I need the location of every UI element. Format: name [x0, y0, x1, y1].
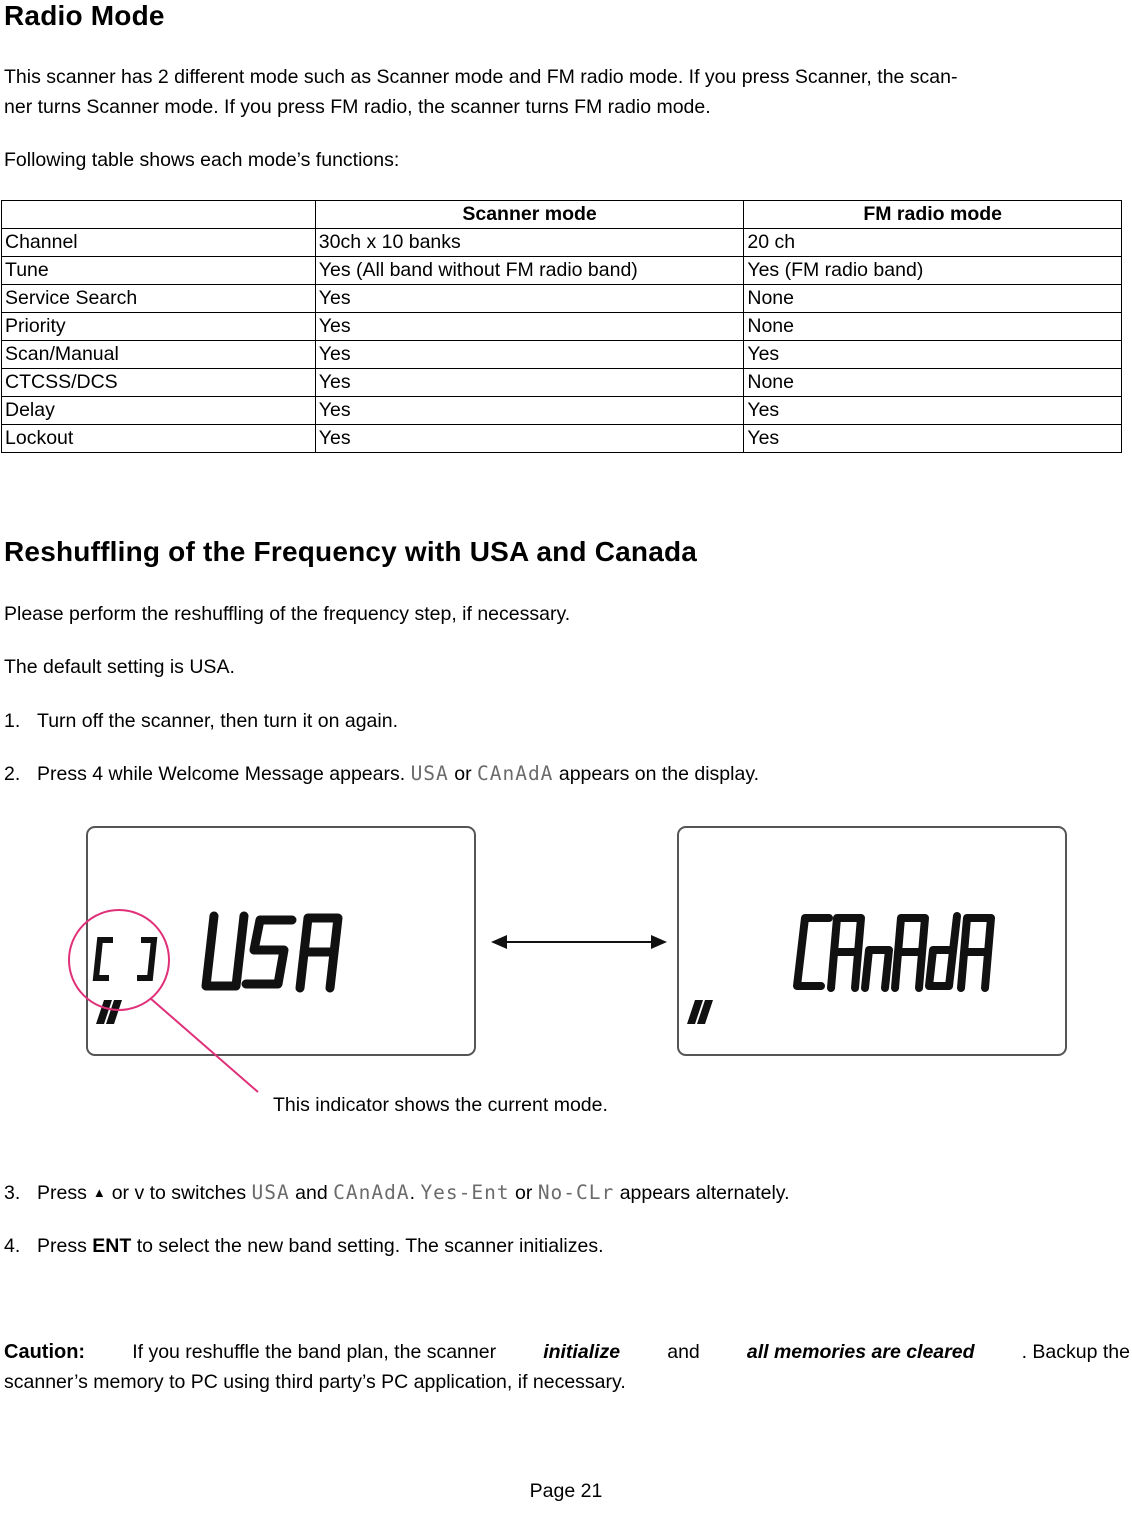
caution-emphasis: all memories are cleared [746, 1341, 975, 1363]
table-row [2, 425, 1122, 453]
table-cell: Yes (FM radio band) [744, 257, 1122, 285]
table-header-cell: Scanner mode [315, 201, 744, 229]
step-4 [4, 1231, 604, 1261]
lcd-text-usa: USA [410, 762, 449, 785]
indicator-caption: This indicator shows the current mode. [273, 1094, 608, 1116]
page-number: Page 21 [529, 1480, 603, 1502]
section-title-reshuffling: Reshuffling of the Frequency with USA and Canada [4, 536, 698, 567]
table-row [2, 229, 1122, 257]
step-2 [4, 759, 759, 789]
table-cell: Delay [2, 397, 316, 425]
table-cell: Yes [744, 341, 1122, 369]
table-cell: Yes [315, 397, 744, 425]
lcd-text-canada: CAnAdA [476, 762, 554, 785]
caution-text: . Backup the [1021, 1341, 1130, 1363]
table-cell: Yes [315, 313, 744, 341]
step-text: Turn off the scanner, then turn it on again. [37, 710, 398, 732]
table-row [2, 369, 1122, 397]
table-cell: None [744, 369, 1122, 397]
step-number: 3. [4, 1182, 21, 1204]
reshuffle-paragraph: Please perform the reshuffling of the frequency step, if necessary. [4, 603, 571, 625]
table-cell: Priority [2, 313, 316, 341]
table-cell: Lockout [2, 425, 316, 453]
step-text: or [454, 763, 472, 785]
table-cell: Scan/Manual [2, 341, 316, 369]
table-header-row [2, 201, 1122, 229]
table-cell: 20 ch [744, 229, 1122, 257]
lcd-text-yes-ent: Yes-Ent [420, 1181, 510, 1204]
step-text: or v to switches [111, 1182, 247, 1204]
step-number: 4. [4, 1235, 21, 1257]
step-text: appears on the display. [558, 763, 760, 785]
step-text: Press 4 while Welcome Message appears. [37, 763, 406, 785]
table-cell: Yes [315, 369, 744, 397]
table-row [2, 313, 1122, 341]
table-intro: Following table shows each mode’s functions: [4, 149, 400, 171]
lcd-text-no-clr: No-CLr [537, 1181, 615, 1204]
default-setting-paragraph: The default setting is USA. [4, 656, 235, 678]
table-cell: Yes [744, 397, 1122, 425]
table-cell: Yes [315, 341, 744, 369]
step-text: Press [37, 1182, 87, 1204]
caution-block [4, 1337, 1130, 1397]
intro-paragraph-line1: This scanner has 2 different mode such as Scanner mode and FM radio mode. If you press Scanner, the scan- [4, 66, 958, 88]
caution-text: and [667, 1341, 700, 1363]
step-number: 2. [4, 763, 21, 785]
indicator-highlight [60, 900, 300, 1100]
table-row [2, 257, 1122, 285]
table-cell: 30ch x 10 banks [315, 229, 744, 257]
intro-paragraph-line2: ner turns Scanner mode. If you press FM radio, the scanner turns FM radio mode. [4, 96, 711, 118]
table-cell: CTCSS/DCS [2, 369, 316, 397]
caution-label: Caution: [4, 1341, 86, 1363]
caution-line-1 [4, 1337, 1130, 1367]
lcd-display-canada [677, 826, 1067, 1056]
caution-line-2: scanner’s memory to PC using third party’s PC application, if necessary. [4, 1371, 626, 1393]
step-text: to select the new band setting. The scanner initializes. [136, 1235, 604, 1257]
step-text: . [409, 1182, 416, 1204]
up-arrow-icon: ▲ [92, 1185, 106, 1200]
table-cell: Tune [2, 257, 316, 285]
table-cell: None [744, 285, 1122, 313]
lcd-text-canada: CAnAdA [333, 1181, 410, 1204]
table-cell: Yes [744, 425, 1122, 453]
key-ent: ENT [92, 1235, 132, 1257]
step-3 [4, 1178, 790, 1208]
section-title-radio-mode: Radio Mode [4, 0, 165, 31]
step-text: appears alternately. [619, 1182, 790, 1204]
table-row [2, 285, 1122, 313]
table-row [2, 397, 1122, 425]
table-header-cell: FM radio mode [744, 201, 1122, 229]
table-cell: None [744, 313, 1122, 341]
table-cell: Channel [2, 229, 316, 257]
table-cell: Yes [315, 285, 744, 313]
table-cell: Yes (All band without FM radio band) [315, 257, 744, 285]
mode-functions-table [1, 200, 1122, 453]
table-cell: Yes [315, 425, 744, 453]
table-cell: Service Search [2, 285, 316, 313]
caution-emphasis: initialize [543, 1341, 621, 1363]
lcd-canada-segments [679, 828, 1065, 1054]
table-row [2, 341, 1122, 369]
step-text: and [295, 1182, 328, 1204]
step-text: Press [37, 1235, 87, 1257]
step-number: 1. [4, 710, 21, 732]
lcd-text-usa: USA [251, 1181, 290, 1204]
double-arrow [489, 927, 669, 957]
step-text: or [515, 1182, 533, 1204]
caution-text: If you reshuffle the band plan, the scanner [132, 1341, 497, 1363]
step-1 [4, 706, 398, 736]
table-header-cell [2, 201, 316, 229]
